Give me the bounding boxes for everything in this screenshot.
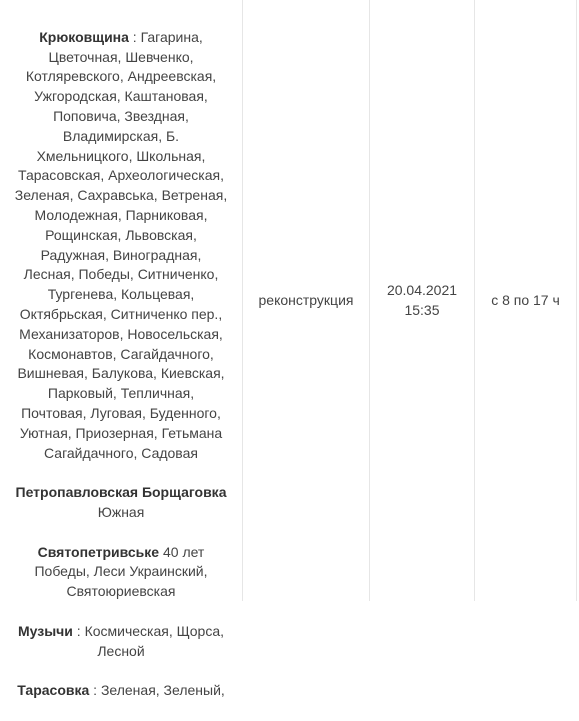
address-cell [0,8,242,721]
locality-name: Музычи [17,622,73,639]
street-list: 40 лет Победы, Леси Украинский, Святоюриевская [34,543,208,600]
column-divider [576,0,577,601]
street-list: : Гагарина, Цветочная, Шевченко, Котляревского, Андреевская, Ужгородская, Каштановая, Поповича, Звездная, Владимирская, Б. Хмельницкого, Школьная, Тарасовская, Археологическая, Зеленая, Сахравська, Ветреная, Молодежная, Парниковая, Рощинская, Львовская, Радужная, Виноградная, Лесная, Победы, Ситниченко, Тургенева, Кольцевая, Октябрьская, Ситниченко пер., Механизаторов, Новосельская, Космонавтов, Сагайдачного, Вишневая, Балукова, Киевская, Парковый, Тепличная, Почтовая, Луговая, Буденного, Уютная, Приозерная, Гетьмана Сагайдачного, Садовая [14,28,228,461]
outage-hours: с 8 по 17 ч [491,291,560,308]
street-list: Южная [97,503,145,520]
address-entry [0,681,242,701]
address-entry [0,28,242,464]
address-entry [0,622,242,662]
datetime-cell [370,0,474,601]
work-type: реконструкция [258,291,354,308]
street-list: : Космическая, Щорса, Лесной [76,622,224,659]
street-list: : Зеленая, Зеленый, [89,682,225,699]
locality-name: Петропавловская Борщаговка [15,484,227,501]
hours-cell [475,0,576,601]
work-type-cell [243,0,369,601]
address-entry [0,483,242,523]
address-entry [0,543,242,602]
outage-datetime: 20.04.2021 15:35 [386,281,458,318]
locality-name: Святопетривське [37,543,160,560]
locality-name: Крюковщина [39,28,129,45]
locality-name: Тарасовка [17,682,90,699]
